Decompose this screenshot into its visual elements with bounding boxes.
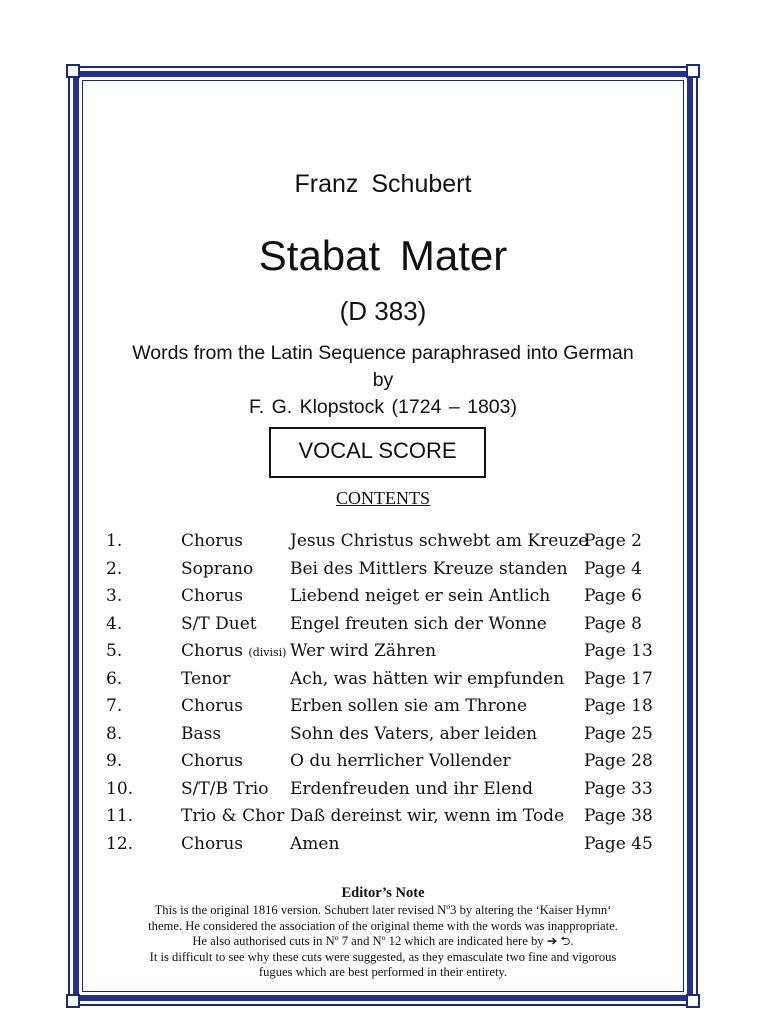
- border-corner-top-left: [66, 64, 80, 78]
- item-voicing: S/T/B Trio: [181, 778, 269, 799]
- author-line: F. G. Klopstock (1724 – 1803): [249, 396, 517, 418]
- item-title: Bei des Mittlers Kreuze standen: [290, 558, 568, 579]
- item-number: 8.: [106, 723, 123, 744]
- contents-row: [0, 806, 768, 833]
- item-title: O du herrlicher Vollender: [290, 751, 511, 771]
- item-title: Sohn des Vaters, aber leiden: [290, 723, 538, 744]
- item-title: Erben sollen sie am Throne: [290, 696, 528, 716]
- contents-row: [0, 531, 768, 558]
- item-page: Page 17: [584, 668, 653, 689]
- item-voicing: S/T Duet: [181, 613, 257, 634]
- item-number: 12.: [106, 833, 134, 854]
- item-number: 9.: [106, 751, 123, 771]
- item-title: Liebend neiget er sein Antlich: [290, 586, 551, 606]
- item-title: Erdenfreuden und ihr Elend: [290, 778, 533, 799]
- item-voicing-note: (divisi): [248, 646, 287, 659]
- item-number: 2.: [106, 558, 123, 579]
- item-page: Page 25: [584, 723, 653, 744]
- contents-row: [0, 586, 768, 613]
- editors-note-line: This is the original 1816 version. Schubert later revised Nº3 by altering the ‘Kaiser Hymn‘: [154, 903, 612, 917]
- contents-row: [0, 724, 768, 751]
- work-title: Stabat Mater: [258, 232, 508, 279]
- editors-note-line: He also authorised cuts in Nº 7 and Nº 12 which are indicated here by ➔ ⮌.: [192, 934, 574, 948]
- item-voicing: Chorus: [181, 531, 243, 551]
- item-voicing: Soprano: [181, 558, 254, 579]
- item-voicing: Chorus (divisi): [181, 641, 287, 661]
- border-corner-bottom-left: [66, 994, 80, 1008]
- contents-row: [0, 751, 768, 778]
- item-number: 1.: [106, 531, 123, 551]
- item-title: Amen: [290, 833, 340, 854]
- item-number: 5.: [106, 641, 123, 661]
- item-title: Daß dereinst wir, wenn im Tode: [290, 806, 565, 826]
- item-voicing: Chorus: [181, 586, 243, 606]
- item-page: Page 8: [584, 613, 642, 634]
- item-voicing: Tenor: [181, 668, 231, 689]
- contents-row: [0, 614, 768, 641]
- item-page: Page 4: [584, 558, 642, 579]
- contents-row: [0, 779, 768, 806]
- editors-note-line: fugues which are best performed in their entirety.: [258, 965, 508, 979]
- contents-row: [0, 696, 768, 723]
- contents-heading: CONTENTS: [336, 488, 430, 508]
- contents-row: [0, 834, 768, 861]
- item-voicing: Bass: [181, 723, 222, 744]
- item-number: 6.: [106, 668, 123, 689]
- item-voicing: Chorus: [181, 696, 243, 716]
- item-page: Page 28: [584, 751, 653, 771]
- border-corner-bottom-right: [686, 994, 700, 1008]
- contents-row: [0, 641, 768, 668]
- words-source-line: Words from the Latin Sequence paraphrased into German: [132, 342, 634, 364]
- item-number: 11.: [106, 806, 134, 826]
- contents-row: [0, 669, 768, 696]
- item-page: Page 13: [584, 641, 653, 661]
- item-number: 10.: [106, 778, 134, 799]
- editors-note-line: theme. He considered the association of the original theme with the words was inappropriate.: [148, 918, 618, 933]
- item-page: Page 2: [584, 531, 642, 551]
- contents-row: [0, 559, 768, 586]
- item-voicing: Trio & Chor: [181, 806, 285, 826]
- item-title: Engel freuten sich der Wonne: [290, 613, 547, 634]
- item-title: Jesus Christus schwebt am Kreuze: [290, 531, 589, 551]
- composer-name: Franz Schubert: [294, 170, 472, 198]
- catalog-number: (D 383): [339, 296, 427, 326]
- score-type-label: VOCAL SCORE: [298, 438, 457, 463]
- item-voicing: Chorus: [181, 833, 243, 854]
- editors-note-line: It is difficult to see why these cuts were suggested, as they emasculate two fine and vigorous: [149, 949, 617, 964]
- item-title: Ach, was hätten wir empfunden: [290, 668, 565, 689]
- item-page: Page 33: [584, 778, 653, 799]
- editors-note-title: Editor’s Note: [341, 885, 425, 901]
- item-number: 4.: [106, 613, 123, 634]
- item-page: Page 18: [584, 696, 653, 716]
- border-corner-top-right: [686, 64, 700, 78]
- item-voicing: Chorus: [181, 751, 243, 771]
- item-title: Wer wird Zähren: [290, 641, 437, 661]
- item-number: 3.: [106, 586, 123, 606]
- item-page: Page 45: [584, 833, 653, 854]
- item-page: Page 38: [584, 806, 653, 826]
- item-number: 7.: [106, 696, 123, 716]
- editors-note: [82, 884, 684, 981]
- score-type-box: [269, 427, 486, 478]
- by-line: by: [372, 369, 394, 391]
- item-page: Page 6: [584, 586, 642, 606]
